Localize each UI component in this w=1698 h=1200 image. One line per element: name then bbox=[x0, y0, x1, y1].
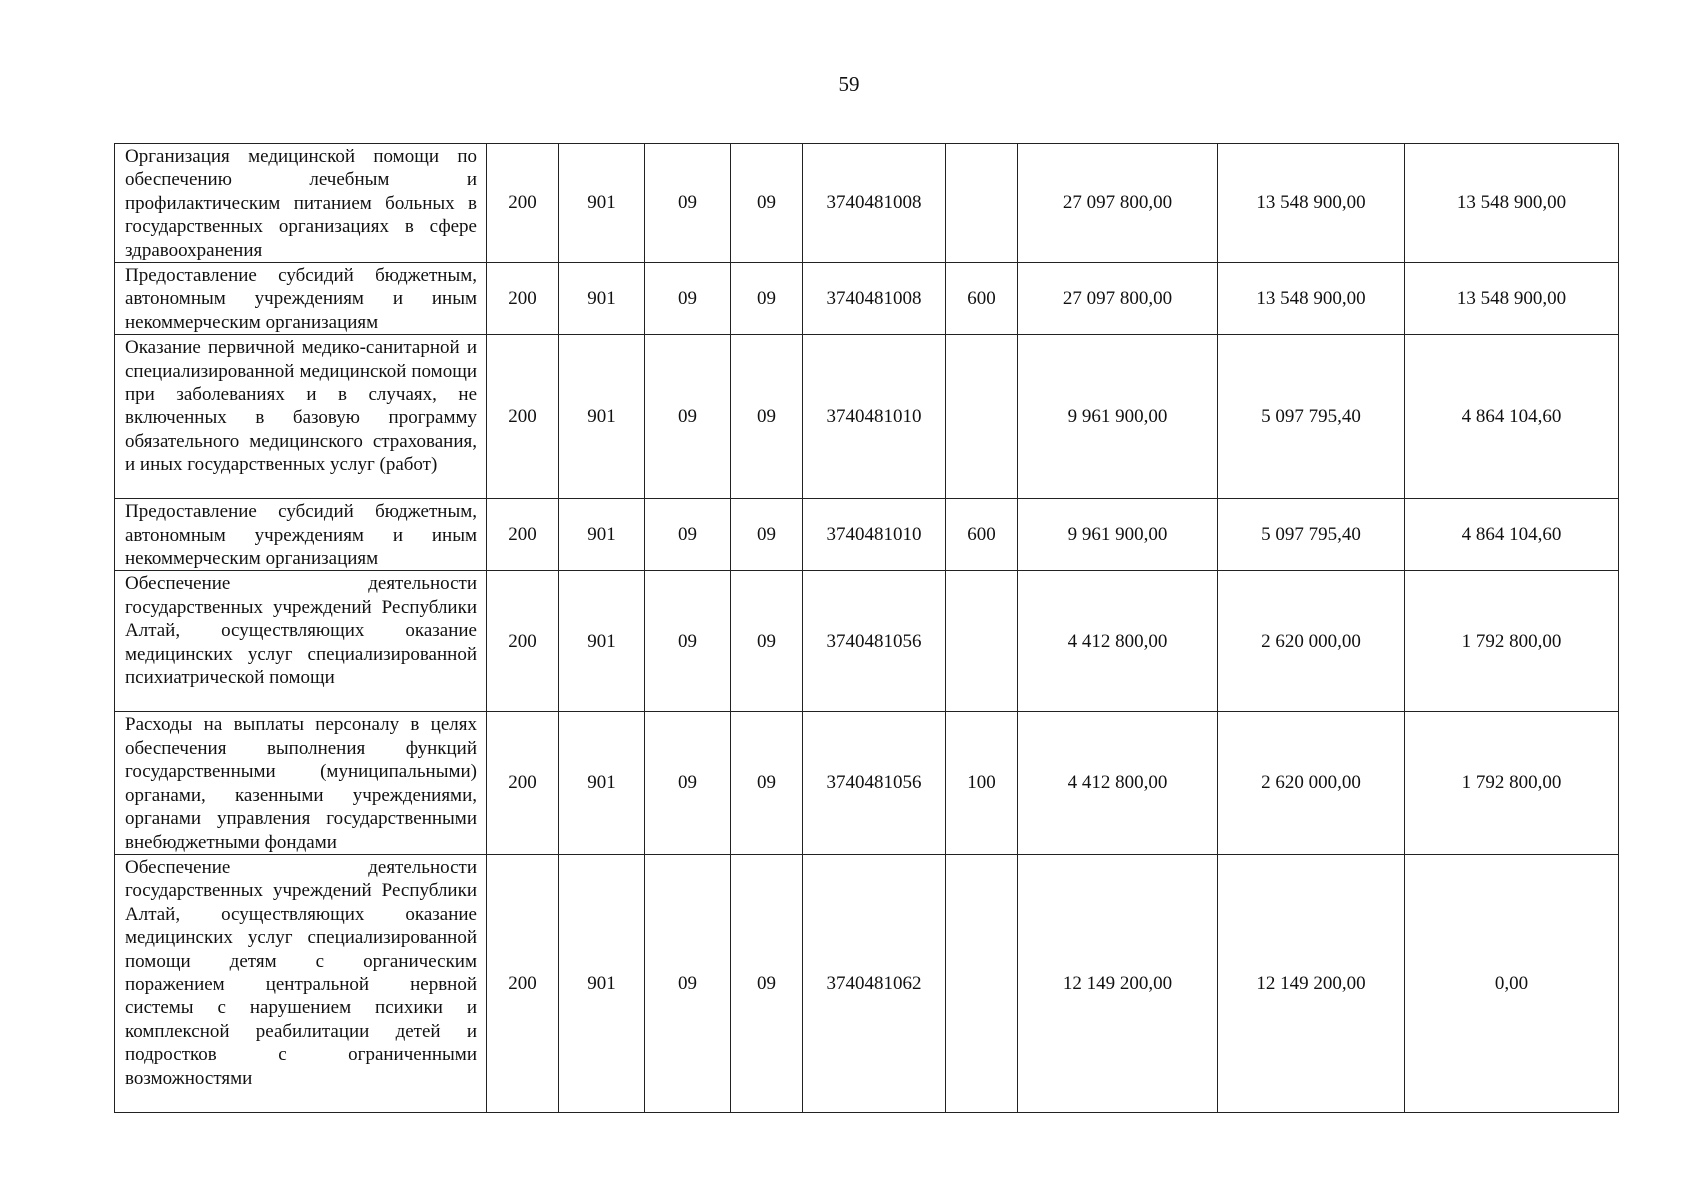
table-row bbox=[115, 144, 1619, 263]
row-description: Обеспечение деятельности государственных учреждений Республики Алтай, осуществляющих оказание медицинских услуг специализированной психиатрической помощи bbox=[115, 571, 487, 712]
table-row bbox=[115, 499, 1619, 571]
subsection-code-cell: 09 bbox=[731, 712, 803, 854]
amount-executed-cell: 5 097 795,40 bbox=[1218, 499, 1405, 571]
row-description: Организация медицинской помощи по обеспечению лечебным и профилактическим питанием больных в государственных организациях в сфере здравоохранения bbox=[115, 144, 487, 263]
expense-type-cell bbox=[946, 571, 1018, 712]
amount-executed-cell: 2 620 000,00 bbox=[1218, 712, 1405, 854]
table-row bbox=[115, 854, 1619, 1112]
ministry-code-cell: 901 bbox=[559, 263, 645, 335]
section-code-cell: 09 bbox=[645, 499, 731, 571]
expense-type-cell: 600 bbox=[946, 499, 1018, 571]
ministry-code-cell: 901 bbox=[559, 854, 645, 1112]
target-article-cell: 3740481008 bbox=[803, 263, 946, 335]
amount-remainder-cell: 4 864 104,60 bbox=[1405, 499, 1619, 571]
target-article-cell: 3740481062 bbox=[803, 854, 946, 1112]
admin-code-cell: 200 bbox=[487, 263, 559, 335]
admin-code-cell: 200 bbox=[487, 144, 559, 263]
amount-remainder-cell: 13 548 900,00 bbox=[1405, 144, 1619, 263]
target-article-cell: 3740481056 bbox=[803, 571, 946, 712]
expense-type-cell: 600 bbox=[946, 263, 1018, 335]
subsection-code-cell: 09 bbox=[731, 499, 803, 571]
amount-plan-cell: 27 097 800,00 bbox=[1018, 144, 1218, 263]
section-code-cell: 09 bbox=[645, 263, 731, 335]
amount-executed-cell: 12 149 200,00 bbox=[1218, 854, 1405, 1112]
row-description: Предоставление субсидий бюджетным, автономным учреждениям и иным некоммерческим организациям bbox=[115, 263, 487, 335]
amount-remainder-cell: 4 864 104,60 bbox=[1405, 335, 1619, 499]
table-row bbox=[115, 712, 1619, 854]
section-code-cell: 09 bbox=[645, 854, 731, 1112]
admin-code-cell: 200 bbox=[487, 499, 559, 571]
table-row bbox=[115, 263, 1619, 335]
amount-remainder-cell: 1 792 800,00 bbox=[1405, 712, 1619, 854]
expense-type-cell bbox=[946, 144, 1018, 263]
section-code-cell: 09 bbox=[645, 712, 731, 854]
table-row bbox=[115, 335, 1619, 499]
ministry-code-cell: 901 bbox=[559, 335, 645, 499]
subsection-code-cell: 09 bbox=[731, 571, 803, 712]
amount-plan-cell: 4 412 800,00 bbox=[1018, 571, 1218, 712]
amount-plan-cell: 9 961 900,00 bbox=[1018, 335, 1218, 499]
target-article-cell: 3740481010 bbox=[803, 335, 946, 499]
amount-plan-cell: 12 149 200,00 bbox=[1018, 854, 1218, 1112]
amount-remainder-cell: 13 548 900,00 bbox=[1405, 263, 1619, 335]
target-article-cell: 3740481010 bbox=[803, 499, 946, 571]
section-code-cell: 09 bbox=[645, 144, 731, 263]
section-code-cell: 09 bbox=[645, 335, 731, 499]
row-description: Предоставление субсидий бюджетным, автономным учреждениям и иным некоммерческим организациям bbox=[115, 499, 487, 571]
budget-table bbox=[114, 143, 1619, 1113]
expense-type-cell bbox=[946, 854, 1018, 1112]
amount-plan-cell: 9 961 900,00 bbox=[1018, 499, 1218, 571]
amount-plan-cell: 27 097 800,00 bbox=[1018, 263, 1218, 335]
ministry-code-cell: 901 bbox=[559, 499, 645, 571]
subsection-code-cell: 09 bbox=[731, 854, 803, 1112]
ministry-code-cell: 901 bbox=[559, 144, 645, 263]
admin-code-cell: 200 bbox=[487, 854, 559, 1112]
amount-executed-cell: 5 097 795,40 bbox=[1218, 335, 1405, 499]
subsection-code-cell: 09 bbox=[731, 144, 803, 263]
amount-remainder-cell: 0,00 bbox=[1405, 854, 1619, 1112]
subsection-code-cell: 09 bbox=[731, 335, 803, 499]
amount-executed-cell: 13 548 900,00 bbox=[1218, 263, 1405, 335]
row-description: Обеспечение деятельности государственных учреждений Республики Алтай, осуществляющих оказание медицинских услуг специализированной помощи детям с органическим поражением центральной нервной системы с нарушением психики и комплексной реабилитации детей и подростков с ограниченными возможностями bbox=[115, 854, 487, 1112]
target-article-cell: 3740481008 bbox=[803, 144, 946, 263]
amount-remainder-cell: 1 792 800,00 bbox=[1405, 571, 1619, 712]
amount-plan-cell: 4 412 800,00 bbox=[1018, 712, 1218, 854]
subsection-code-cell: 09 bbox=[731, 263, 803, 335]
admin-code-cell: 200 bbox=[487, 571, 559, 712]
target-article-cell: 3740481056 bbox=[803, 712, 946, 854]
ministry-code-cell: 901 bbox=[559, 571, 645, 712]
expense-type-cell bbox=[946, 335, 1018, 499]
row-description: Расходы на выплаты персоналу в целях обеспечения выполнения функций государственными (муниципальными) органами, казенными учреждениями, органами управления государственными внебюджетными фондами bbox=[115, 712, 487, 854]
expense-type-cell: 100 bbox=[946, 712, 1018, 854]
row-description: Оказание первичной медико-санитарной и специализированной медицинской помощи при заболеваниях и в случаях, не включенных в базовую программу обязательного медицинского страхования, и иных государственных услуг (работ) bbox=[115, 335, 487, 499]
admin-code-cell: 200 bbox=[487, 335, 559, 499]
ministry-code-cell: 901 bbox=[559, 712, 645, 854]
table-row bbox=[115, 571, 1619, 712]
section-code-cell: 09 bbox=[645, 571, 731, 712]
amount-executed-cell: 2 620 000,00 bbox=[1218, 571, 1405, 712]
page-number: 59 bbox=[838, 72, 860, 96]
admin-code-cell: 200 bbox=[487, 712, 559, 854]
amount-executed-cell: 13 548 900,00 bbox=[1218, 144, 1405, 263]
